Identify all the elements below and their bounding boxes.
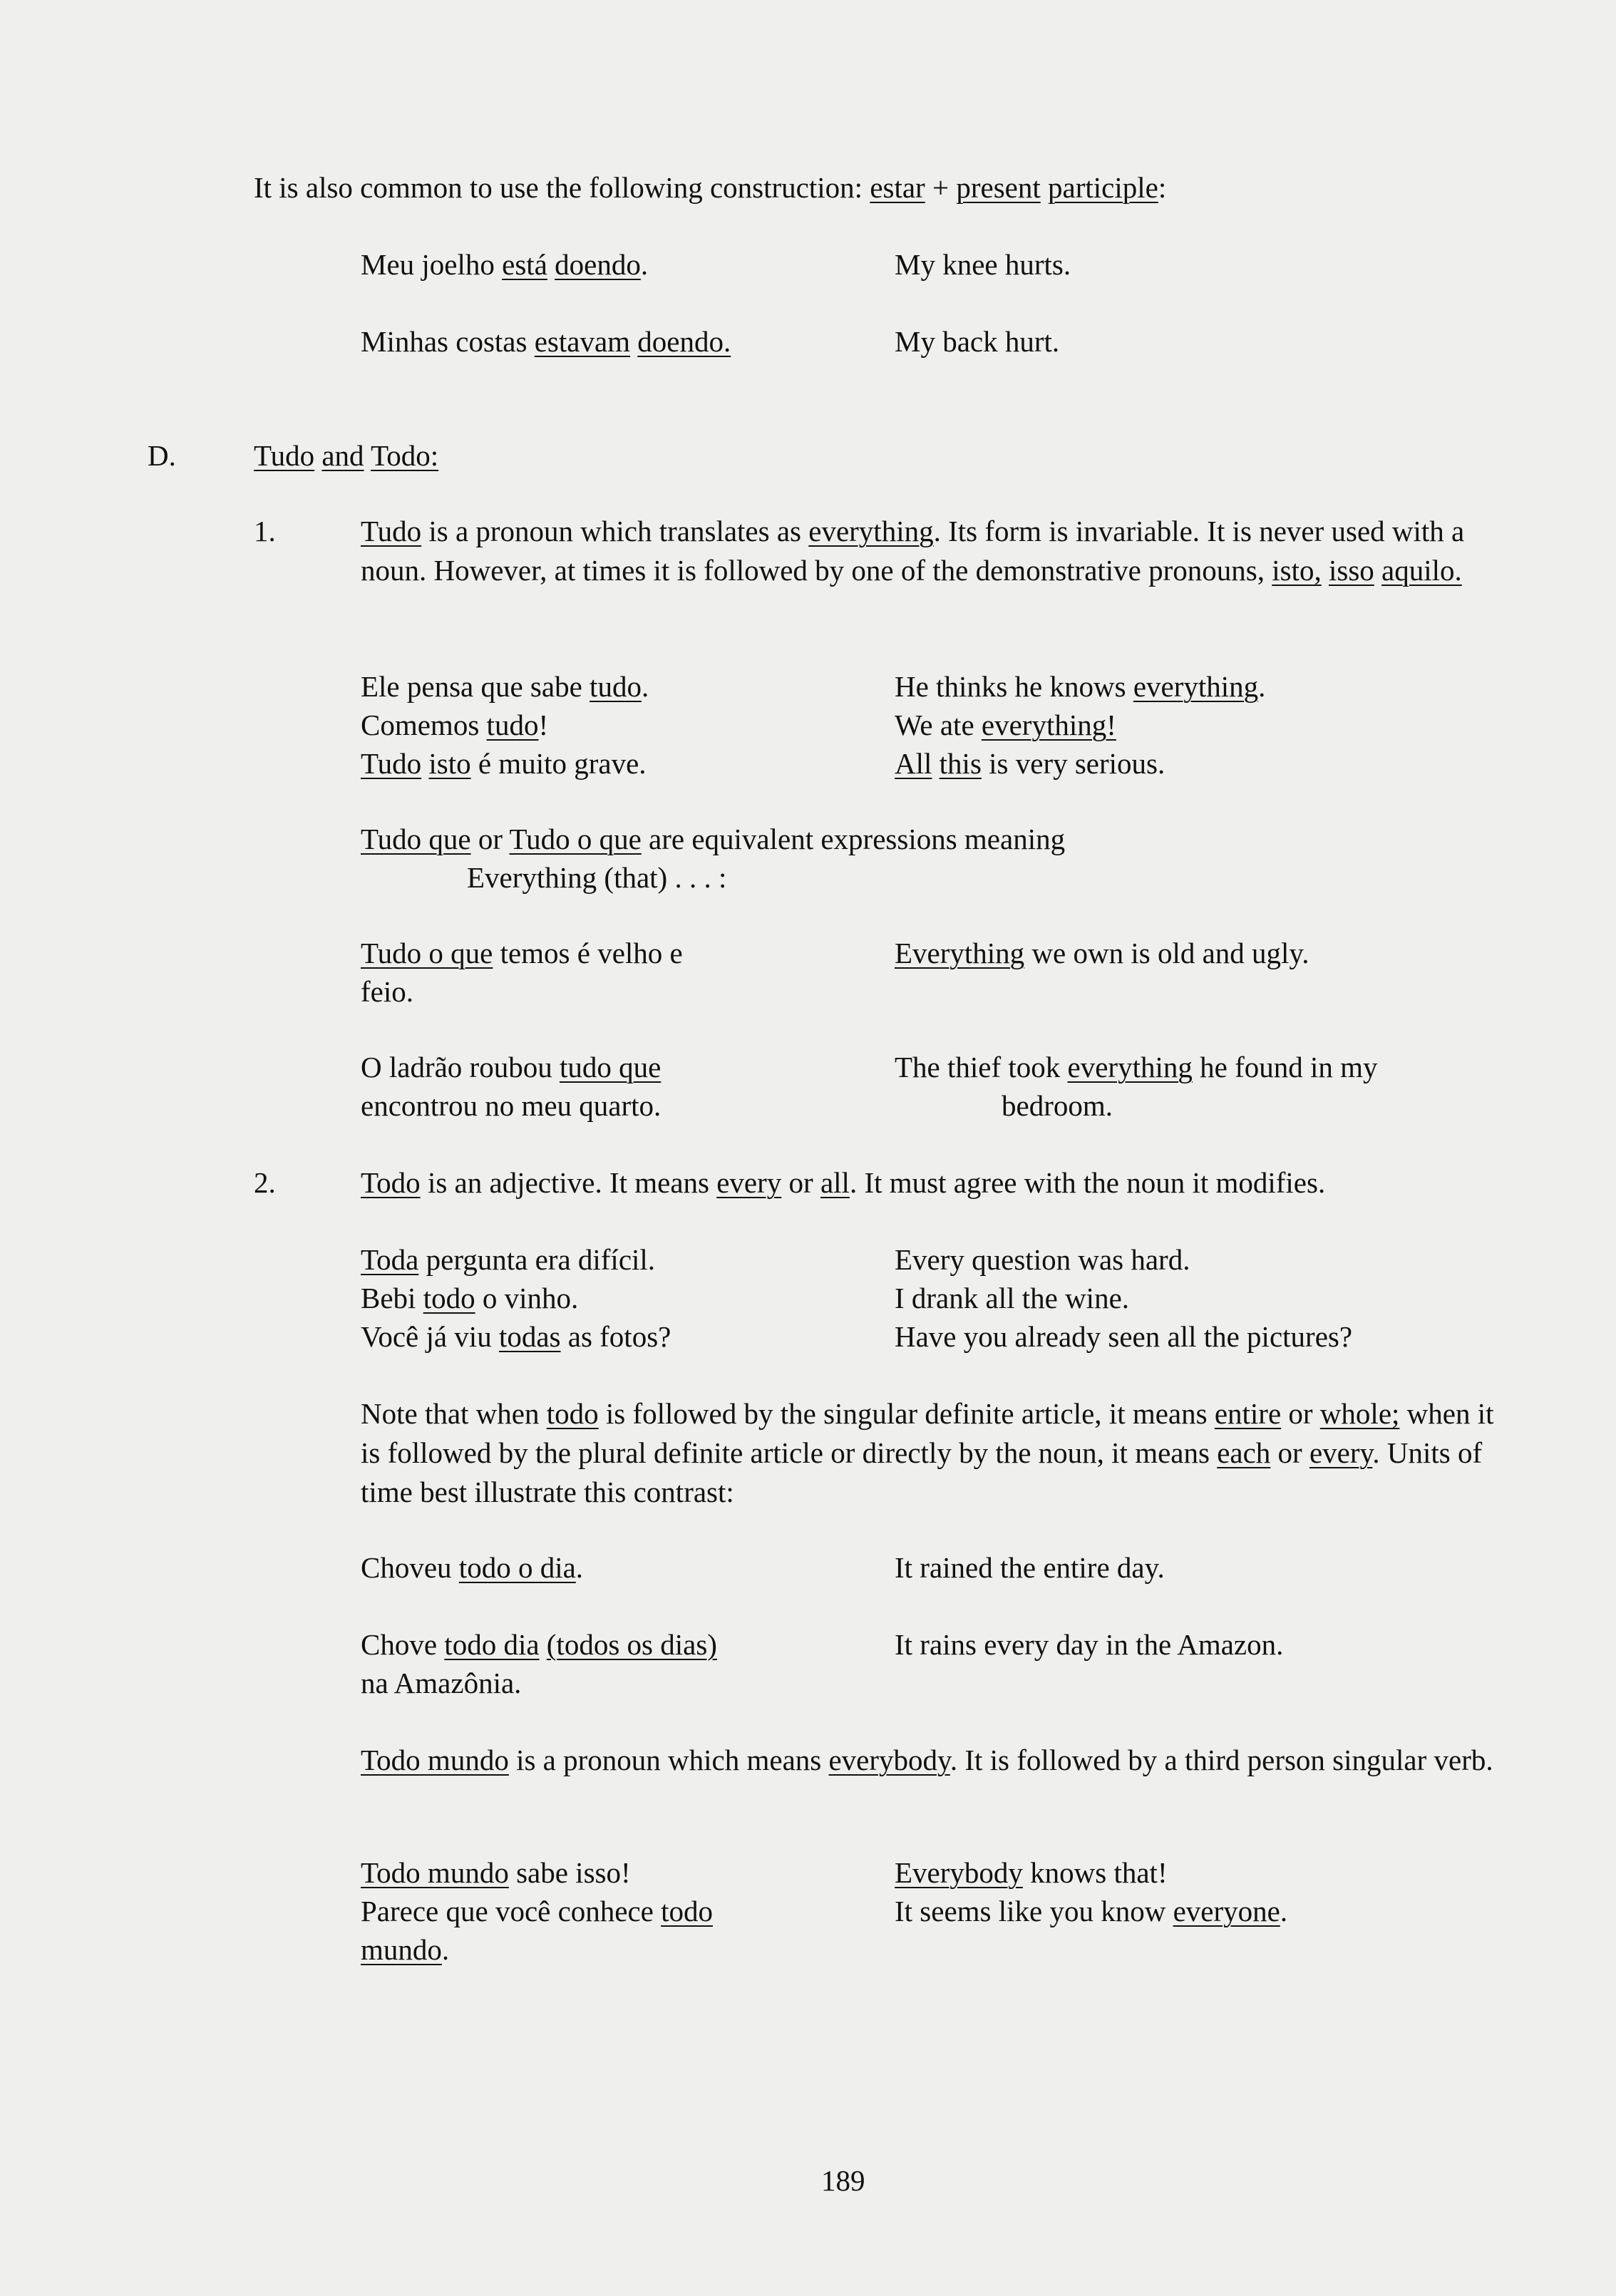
- section-letter: D.: [148, 439, 176, 472]
- example-pt: Chove todo dia (todos os dias): [361, 1628, 717, 1661]
- example-pt: Bebi todo o vinho.: [361, 1282, 579, 1314]
- example-pt-cont: mundo.: [361, 1933, 450, 1966]
- example-en: It rains every day in the Amazon.: [895, 1628, 1284, 1661]
- equivalence-note-line2: Everything (that) . . . :: [467, 861, 727, 894]
- example-en: My knee hurts.: [895, 248, 1071, 281]
- item-2-paragraph: Todo is an adjective. It means every or all. It must agree with the noun it modifies.: [361, 1166, 1326, 1199]
- term-present: present: [956, 171, 1041, 204]
- example-pt-cont: na Amazônia.: [361, 1667, 522, 1699]
- todo-mundo-paragraph: Todo mundo is a pronoun which means everybody. It is followed by a third person singular verb.: [361, 1744, 1493, 1776]
- page-number: 189: [821, 2164, 865, 2197]
- example-en: All this is very serious.: [895, 747, 1165, 780]
- item-number: 2.: [254, 1166, 276, 1199]
- example-en: Everybody knows that!: [895, 1856, 1168, 1889]
- example-pt: Tudo isto é muito grave.: [361, 747, 647, 780]
- term-participle: participle: [1048, 171, 1158, 204]
- example-en: It rained the entire day.: [895, 1551, 1165, 1584]
- note-paragraph: Note that when todo is followed by the singular definite article, it means entire or whole; when it is followed by the plural definite article or directly by the noun, it means each or every. Units of time best illustrate this contrast:: [361, 1397, 1494, 1508]
- example-en: Have you already seen all the pictures?: [895, 1320, 1353, 1353]
- item-1-paragraph: Tudo is a pronoun which translates as everything. Its form is invariable. It is never used with a noun. However, at times it is followed by one of the demonstrative pronouns, isto, isso aquilo.: [361, 515, 1465, 587]
- intro-text: It is also common to use the following construction:: [254, 171, 870, 204]
- plus-sign: +: [925, 171, 957, 204]
- example-pt: Choveu todo o dia.: [361, 1551, 584, 1584]
- example-pt: Meu joelho está doendo.: [361, 248, 649, 281]
- example-pt: Minhas costas estavam doendo.: [361, 325, 731, 358]
- example-en: He thinks he knows everything.: [895, 670, 1266, 703]
- example-en: Every question was hard.: [895, 1243, 1190, 1276]
- example-en: My back hurt.: [895, 325, 1060, 358]
- example-pt: Tudo o que temos é velho e: [361, 937, 683, 969]
- term-estar: estar: [870, 171, 925, 204]
- example-pt: Toda pergunta era difícil.: [361, 1243, 656, 1276]
- example-pt: Comemos tudo!: [361, 709, 549, 741]
- example-en-cont: bedroom.: [1002, 1089, 1113, 1122]
- example-en: The thief took everything he found in my: [895, 1051, 1378, 1083]
- example-en: I drank all the wine.: [895, 1282, 1130, 1314]
- example-pt: Todo mundo sabe isso!: [361, 1856, 631, 1889]
- equivalence-note: Tudo que or Tudo o que are equivalent expressions meaning: [361, 823, 1066, 855]
- example-en: We ate everything!: [895, 709, 1116, 741]
- example-en: It seems like you know everyone.: [895, 1895, 1288, 1927]
- example-pt: O ladrão roubou tudo que: [361, 1051, 662, 1083]
- example-pt: Parece que você conhece todo: [361, 1895, 714, 1927]
- example-pt: Você já viu todas as fotos?: [361, 1320, 671, 1353]
- example-en: Everything we own is old and ugly.: [895, 937, 1309, 969]
- example-pt-cont: feio.: [361, 975, 413, 1008]
- section-heading: Tudo and Todo:: [254, 439, 439, 472]
- example-pt: Ele pensa que sabe tudo.: [361, 670, 649, 703]
- intro-line: It is also common to use the following construction: estar + present participle:: [254, 171, 1167, 204]
- item-number: 1.: [254, 515, 276, 547]
- example-pt-cont: encontrou no meu quarto.: [361, 1089, 662, 1122]
